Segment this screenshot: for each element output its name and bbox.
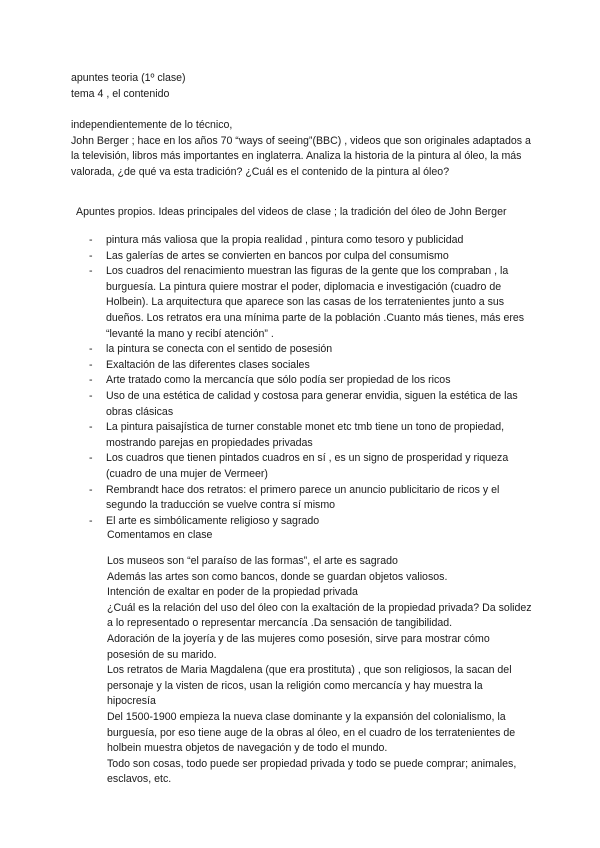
- bullet-marker: -: [89, 389, 93, 402]
- bullet-marker: -: [89, 265, 93, 278]
- bullet-marker: -: [89, 452, 93, 465]
- notes-title: Apuntes propios. Ideas principales del videos de clase ; la tradición del óleo de John Berger: [76, 206, 507, 218]
- list-item: [89, 451, 529, 482]
- comment-paragraph: Del 1500-1900 empieza la nueva clase dominante y la expansión del colonialismo, la burguesía, por eso tiene auge de la obras al óleo, en el cuadro de los terratenientes de holbein muestra objetos de navegación y de todo el mundo.: [107, 710, 516, 755]
- bullet-marker: -: [89, 343, 93, 356]
- comment-paragraph: Los museos son “el paraíso de las formas”, el arte es sagrado: [107, 555, 398, 567]
- notes-heading: [76, 205, 546, 221]
- list-item: [89, 373, 529, 389]
- comments-heading: [107, 528, 527, 544]
- list-item: [89, 233, 529, 249]
- list-item-text: Las galerías de artes se convierten en bancos por culpa del consumismo: [106, 249, 449, 262]
- intro-line: independientemente de lo técnico,: [71, 119, 233, 131]
- document-header: [71, 71, 531, 102]
- list-item: [89, 420, 529, 451]
- list-item-text: Exaltación de las diferentes clases sociales: [106, 358, 310, 371]
- header-line-2: tema 4 , el contenido: [71, 87, 170, 100]
- bullet-marker: -: [89, 514, 93, 527]
- list-item: [89, 514, 529, 530]
- comments-title: Comentamos en clase: [107, 529, 213, 541]
- list-item-text: Los cuadros que tienen pintados cuadros en sí , es un signo de prosperidad y riqueza (cuadro de una mujer de Vermeer): [106, 452, 509, 480]
- list-item-text: Rembrandt hace dos retratos: el primero parece un anuncio publicitario de ricos y el segundo la traducción se vuelve contra sí mismo: [106, 483, 500, 512]
- comment-paragraph: Además las artes son como bancos, donde se guardan objetos valiosos.: [107, 570, 448, 583]
- list-item: [89, 389, 529, 420]
- intro-paragraph: John Berger ; hace en los años 70 “ways of seeing”(BBC) , videos que son originales adaptados a la televisión, libros más importantes en inglaterra. Analiza la historia de la pintura al óleo, la más valorada, ¿de qué va esta tradición? ¿Cuál es el contenido de la pintura al óleo?: [71, 134, 531, 178]
- comment-paragraph: ¿Cuál es la relación del uso del óleo con la exaltación de la propiedad privada? Da solidez a lo representado o representar mercancía .Da sensación de tangibilidad.: [107, 601, 532, 630]
- bullet-marker: -: [89, 358, 93, 371]
- comment-paragraph: Los retratos de Maria Magdalena (que era prostituta) , que son religiosos, la sacan del personaje y la visten de ricos, usan la religión como mercancía y hay muestra la hipocresía: [107, 664, 512, 708]
- list-item-text: Los cuadros del renacimiento muestran las figuras de la gente que los compraban , la burguesía. La pintura quiere mostrar el poder, diplomacia e investigación (cuadro de Holbein). La arquitectura que aparece son las casas de los terratenientes junto a sus dueños. Los retratos era una mínima parte de la población .Cuanto más tienes, más eres “levanté la mano y recibí atención” .: [106, 265, 525, 340]
- list-item-text: Arte tratado como la mercancía que sólo podía ser propiedad de los ricos: [106, 374, 451, 387]
- list-item: [89, 358, 529, 374]
- list-item-text: la pintura se conecta con el sentido de posesión: [106, 343, 333, 356]
- comments-section: [107, 554, 532, 788]
- list-item-text: El arte es simbólicamente religioso y sagrado: [106, 514, 320, 527]
- bullet-marker: -: [89, 234, 93, 246]
- comment-paragraph: Adoración de la joyería y de las mujeres como posesión, sirve para mostrar cómo posesión de su marido.: [107, 632, 490, 661]
- bullet-list: [89, 233, 529, 529]
- list-item: [89, 342, 529, 358]
- comment-paragraph: Todo son cosas, todo puede ser propiedad privada y todo se puede comprar; animales, esclavos, etc.: [107, 757, 517, 786]
- list-item: [89, 483, 529, 514]
- header-line-1: apuntes teoria (1º clase): [71, 72, 186, 84]
- bullet-marker: -: [89, 374, 93, 387]
- intro-section: [71, 118, 531, 180]
- list-item-text: pintura más valiosa que la propia realidad , pintura como tesoro y publicidad: [106, 234, 464, 246]
- bullet-marker: -: [89, 483, 93, 496]
- list-item: [89, 249, 529, 265]
- list-item-text: La pintura paisajística de turner constable monet etc tmb tiene un tono de propiedad, mostrando parejas en propiedades privadas: [106, 421, 505, 449]
- bullet-marker: -: [89, 249, 93, 262]
- list-item-text: Uso de una estética de calidad y costosa para generar envidia, siguen la estética de las obras clásicas: [106, 389, 518, 418]
- bullet-marker: -: [89, 421, 93, 434]
- list-item: [89, 264, 529, 342]
- comment-paragraph: Intención de exaltar en poder de la propiedad privada: [107, 586, 358, 599]
